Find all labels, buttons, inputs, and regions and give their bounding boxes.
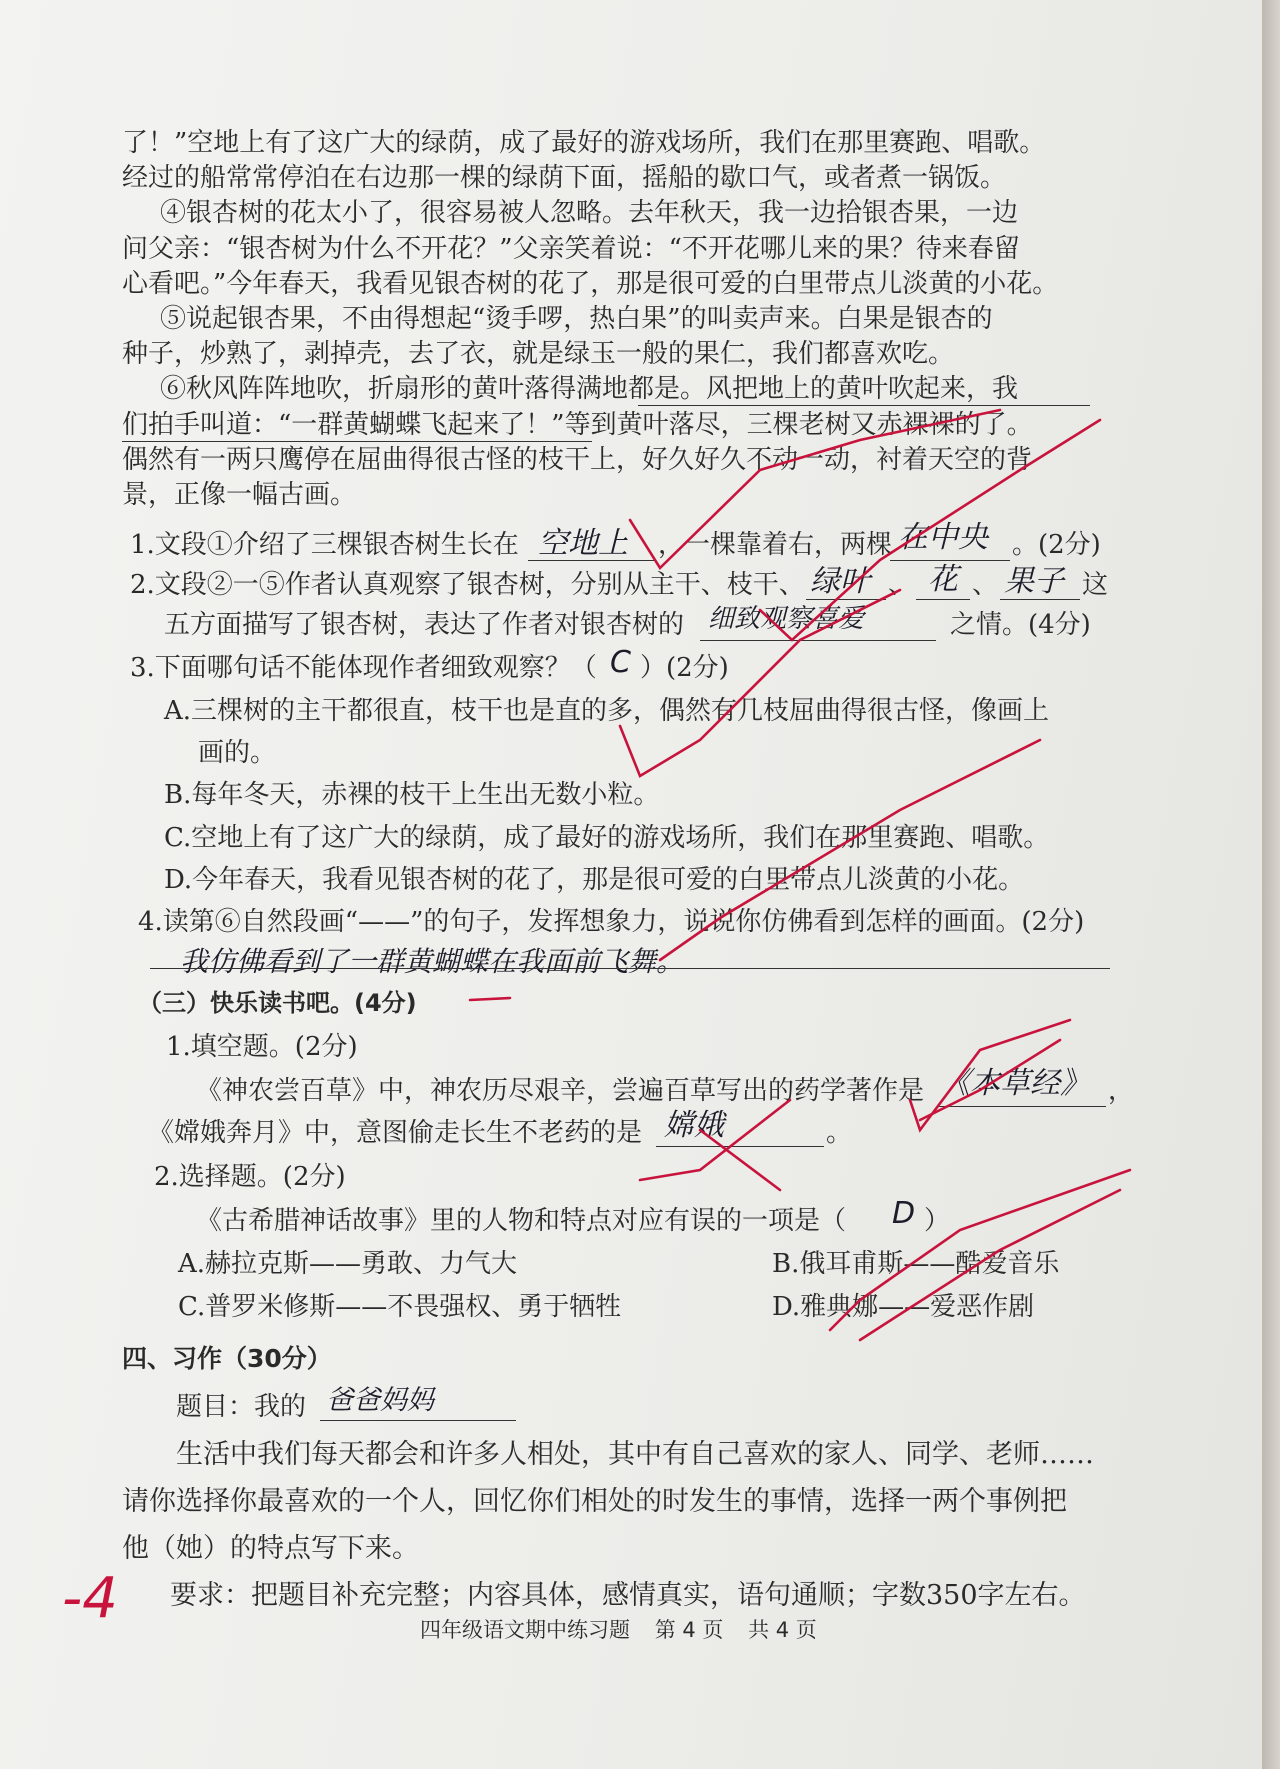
punctuation: ， <box>1108 1076 1135 1106</box>
q2-stem-line2: 五方面描写了银杏树，表达了作者对银杏树的 <box>164 610 685 640</box>
passage-line: 景，正像一幅古画。 <box>122 480 357 510</box>
fill-stem-1: 《神农尝百草》中，神农历尽艰辛，尝遍百草写出的药学著作是 <box>196 1076 925 1106</box>
handwritten-answer: 爸爸妈妈 <box>326 1385 434 1416</box>
q3-option-b: B.每年冬天，赤裸的枝干上生出无数小粒。 <box>164 780 660 810</box>
q3-option-d: D.今年春天，我看见银杏树的花了，那是很可爱的白里带点儿淡黄的小花。 <box>164 865 1025 895</box>
handwritten-answer: 绿叶 <box>810 564 870 599</box>
q1-stem: 1.文段①介绍了三棵银杏树生长在 <box>130 530 519 560</box>
passage-line: 经过的船常常停泊在右边那一棵的绿荫下面，摇船的歇口气，或者煮一锅饭。 <box>122 163 1007 193</box>
passage-line: 心看吧。”今年春天，我看见银杏树的花了，那是很可爱的白里带点儿淡黄的小花。 <box>122 269 1059 299</box>
handwritten-answer: 空地上 <box>538 526 628 561</box>
q2-stem-end: 这 <box>1082 570 1109 600</box>
handwritten-answer: 我仿佛看到了一群黄蝴蝶在我面前飞舞。 <box>180 945 685 978</box>
fill-stem-2: 《嫦娥奔月》中，意图偷走长生不老药的是 <box>148 1118 643 1148</box>
q3-stem: 3.下面哪句话不能体现作者细致观察？（ <box>130 653 597 683</box>
handwritten-answer: 在中央 <box>898 520 988 555</box>
section-title: 四、习作（30分） <box>122 1344 332 1373</box>
paper-edge <box>1262 0 1280 1769</box>
choice-option-a: A.赫拉克斯——勇敢、力气大 <box>178 1249 518 1279</box>
requirements: 要求：把题目补充完整；内容具体，感情真实，语句通顺；字数350字左右。 <box>170 1580 1086 1611</box>
q3-option-a-cont: 画的。 <box>198 738 277 768</box>
passage-line: ⑤说起银杏果，不由得想起“烫手啰，热白果”的叫卖声来。白果是银杏的 <box>160 304 993 334</box>
prompt-line: 请你选择你最喜欢的一个人，回忆你们相处的时发生的事情，选择一两个事例把 <box>122 1486 1067 1517</box>
underline-marked-sentence <box>638 405 1090 406</box>
answer-blank <box>320 1420 516 1421</box>
teacher-score-mark: -4 <box>62 1566 118 1631</box>
handwritten-answer: 花 <box>928 562 958 597</box>
q3-option-a: A.三棵树的主干都很直，枝干也是直的多，偶然有几枝屈曲得很古怪，像画上 <box>164 696 1050 726</box>
footer-total: 共 4 页 <box>748 1618 817 1642</box>
handwritten-choice: D <box>892 1196 916 1231</box>
handwritten-answer: 细致观察喜爱 <box>708 604 865 634</box>
prompt-line: 他（她）的特点写下来。 <box>122 1533 419 1564</box>
answer-line <box>150 968 1110 969</box>
footer-title: 四年级语文期中练习题 <box>420 1618 630 1642</box>
handwritten-answer: 嫦娥 <box>664 1108 724 1143</box>
fill-title: 1.填空题。(2分) <box>166 1032 358 1062</box>
q2-stem: 2.文段②一⑤作者认真观察了银杏树，分别从主干、枝干、 <box>130 570 805 600</box>
passage-line: 了！”空地上有了这广大的绿荫，成了最好的游戏场所，我们在那里赛跑、唱歌。 <box>122 128 1046 158</box>
page-footer <box>420 1614 835 1644</box>
section-title: （三）快乐读书吧。(4分) <box>138 989 417 1017</box>
passage-line: ④银杏树的花太小了，很容易被人忽略。去年秋天，我一边拾银杏果，一边 <box>160 198 1019 228</box>
passage-line: ⑥秋风阵阵地吹，折扇形的黄叶落得满地都是。风把地上的黄叶吹起来，我 <box>160 374 1019 404</box>
q1-stem-mid: ，一棵靠着右，两棵 <box>658 530 893 560</box>
passage-line: 问父亲：“银杏树为什么不开花？”父亲笑着说：“不开花哪儿来的果？待来春留 <box>122 234 1020 264</box>
answer-blank <box>656 1146 824 1147</box>
underline-marked-sentence <box>122 441 592 442</box>
choice-title: 2.选择题。(2分) <box>154 1162 346 1192</box>
answer-blank <box>916 599 970 600</box>
punctuation: 。 <box>826 1118 853 1148</box>
answer-blank <box>938 1106 1106 1107</box>
footer-page: 第 4 页 <box>654 1618 724 1642</box>
q4-stem: 4.读第⑥自然段画“——”的句子，发挥想象力，说说你仿佛看到怎样的画面。(2分) <box>138 907 1085 937</box>
choice-option-b: B.俄耳甫斯——酷爱音乐 <box>772 1249 1060 1279</box>
q1-score: 。(2分) <box>1012 530 1101 560</box>
separator: 、 <box>972 570 999 600</box>
passage-line: 种子，炒熟了，剥掉壳，去了衣，就是绿玉一般的果仁，我们都喜欢吃。 <box>122 339 955 369</box>
answer-blank <box>700 640 936 641</box>
passage-line: 偶然有一两只鹰停在屈曲得很古怪的枝干上，好久好久不动一动，衬着天空的背 <box>122 445 1033 475</box>
topic-label: 题目：我的 <box>176 1392 307 1422</box>
passage-line: 们拍手叫道：“一群黄蝴蝶飞起来了！”等到黄叶落尽，三棵老树又赤裸裸的了。 <box>122 410 1033 440</box>
punctuation: ） <box>924 1206 951 1236</box>
q3-score: ）(2分) <box>640 653 729 683</box>
choice-stem: 《古希腊神话故事》里的人物和特点对应有误的一项是（ <box>196 1206 847 1236</box>
handwritten-answer: 《本草经》 <box>940 1066 1090 1101</box>
handwritten-choice: C <box>610 645 631 680</box>
choice-option-c: C.普罗米修斯——不畏强权、勇于牺牲 <box>178 1292 622 1322</box>
q3-option-c: C.空地上有了这广大的绿荫，成了最好的游戏场所，我们在那里赛跑、唱歌。 <box>164 823 1050 853</box>
handwritten-answer: 果子 <box>1004 564 1064 599</box>
choice-option-d: D.雅典娜——爱恶作剧 <box>772 1292 1035 1322</box>
separator: 、 <box>888 570 915 600</box>
prompt-line: 生活中我们每天都会和许多人相处，其中有自己喜欢的家人、同学、老师…… <box>176 1439 1094 1470</box>
q2-score: 之情。(4分) <box>950 610 1091 640</box>
